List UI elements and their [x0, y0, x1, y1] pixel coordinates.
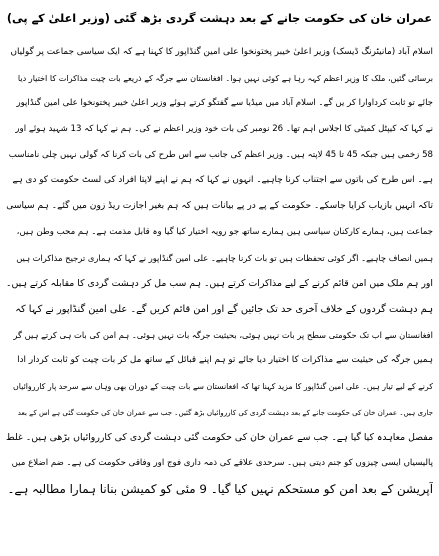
article-line: تاکہ انہیں بازیاب کرایا جاسکے۔ حکومت کے پے در پے بیانات ہیں کہ ہم بغیر اجازت ریڈ زون میں گئے۔ ہم سیاسی	[6, 201, 433, 212]
article-line: ہم دہشت گردوں کے خلاف آخری حد تک جائیں گے اور امن قائم کریں گے۔ علی امین گنڈاپور نے کہا کہ	[15, 303, 433, 315]
article-line: کرنے کے لیے تیار ہیں۔ علی امین گنڈاپور کا مزید کہنا تھا کہ افغانستان سے بات چیت کے دوران بھی وہاں سے سرحد پار کارروائیاں	[13, 381, 433, 391]
article-line: آپریشن کے بعد امن کو مستحکم نہیں کیا گیا۔ 9 مئی کو کمیشن بنانا ہمارا مطالبہ ہے۔	[7, 481, 433, 496]
article-line: اور ہم ملک میں امن قائم کرنے کے لیے مذاکرات کرتے ہیں۔ ہم سب مل کر دہشت گردی کا مقابلہ کرتے ہیں۔	[6, 278, 433, 290]
article-line: جائے تو ثابت کرداوارا کر یں گے۔ اسلام آباد میں میڈیا سے گفتگو کرتے ہوئے وزیر اعلیٰ خیبر پختونخوا علی امین گنڈاپور	[16, 98, 433, 109]
article-line: مفصل معاہدہ کیا گیا ہے۔ جب سے عمران خان کی حکومت گئی دہشت گردی کی کارروائیاں بڑھی ہیں۔ غلط	[6, 432, 433, 444]
article-line: 58 زخمی ہیں جبکہ 45 تا 45 لاپتہ ہیں۔ وزیر اعظم کی جانب سے اس طرح کی بات کرنا کہ گولی نہیں چلی نامناسب	[8, 149, 433, 160]
article-line: ہمیں انصاف چاہیے۔ اگر کوئی تحفظات ہیں تو بات کرنا چاہیے۔ علی امین گنڈاپور نے کہا کہ ہماری ترجیح مذاکرات ہیں	[16, 252, 433, 263]
article-line: نے کہا کہ کیپٹل کمیٹی کا اجلاس اہم تھا۔ 26 نومبر کی بات خود وزیر اعظم نے کی۔ ہم نے کہا کہ 13 شہید ہوئے اور	[15, 124, 433, 135]
article-body	[6, 40, 433, 502]
article-line: برسائی گئیں، ملک کا وزیر اعظم کہہ رہا ہے کوئی نہیں ہوا۔ افغانستان سے جرگہ کے ذریعے بات چیت مذاکرات کا اختیار دیا	[17, 72, 433, 83]
article-line: جاری ہیں۔ عمران خان کی حکومت جانے کے بعد دہشت گردی کی کارروائیاں بڑھ گئیں۔ جب سے عمران خان کی حکومت گئی ہے اس کے بعد	[17, 407, 433, 417]
article-line: جماعت ہیں، ہمارے کارکنان سیاسی ہیں ہمارے ساتھ جو رویہ اختیار کیا گیا وہ قابل مذمت ہے۔ ہم محب وطن ہیں،	[16, 226, 433, 237]
article-line: ہمیں جرگہ کی حیثیت سے مذاکرات کا اختیار دیا جائے تو ہم اپنے قبائل کے ساتھ مل کر بات چیت کو ثابت کردار ادا	[17, 355, 433, 366]
article-line: اسلام آباد (مانیٹرنگ ڈیسک) وزیر اعلیٰ خیبر پختونخوا علی امین گنڈاپور کا کہنا ہے کہ ایک سیاسی جماعت پر گولیاں	[10, 47, 433, 57]
article-line: افغانستان سے اب تک حکومتی سطح پر بات نہیں ہوئی، بحیثیت جرگہ بات نہیں ہوئی۔ ہم امن کی بات ہی کرتے ہیں گر	[13, 329, 433, 340]
headline: عمران خان کی حکومت جانے کے بعد دہشت گردی بڑھ گئی (وزیر اعلیٰ کے پی)	[6, 12, 433, 25]
article-line: پالیسیاں ایسی چیزوں کو جنم دیتی ہیں۔ سرحدی علاقے کی ذمہ داری فوج اور وفاقی حکومت کی ہے۔ ضم اضلاع میں	[11, 458, 433, 468]
article-line: ہے۔ اس طرح کی باتوں سے اجتناب کرنا چاہیے۔ انہوں نے کہا کہ ہم نے اپنے لاپتا افراد کی لسٹ حکومت کو دی ہے	[12, 175, 433, 186]
